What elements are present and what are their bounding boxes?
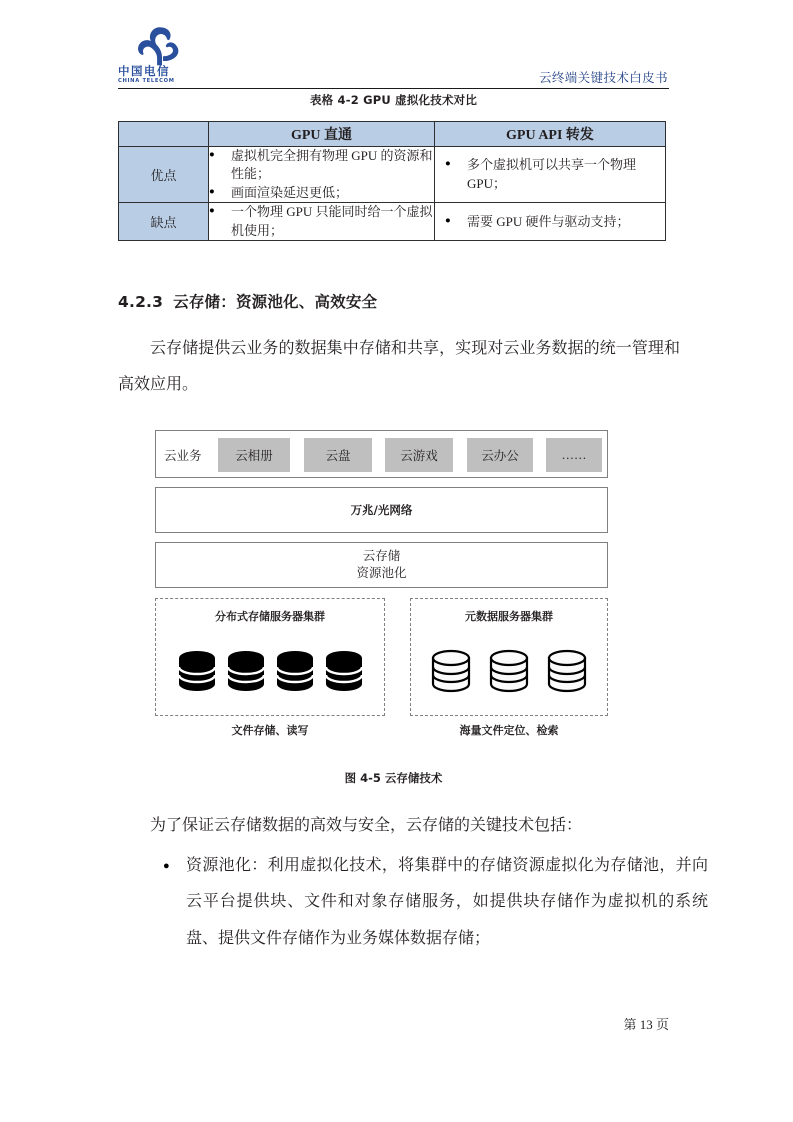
list-item: ● 一个物理 GPU 只能同时给一个虚拟机使用；: [209, 203, 434, 240]
storage-pool-label-line1: 云存储: [362, 548, 401, 563]
row-label-disadvantages: 缺点: [119, 203, 209, 241]
logo-brand-cn: 中国电信: [118, 64, 170, 78]
database-stack-icon: [226, 646, 266, 698]
section-title: 云存储：资源池化、高效安全: [173, 293, 378, 311]
network-layer-box: [155, 487, 608, 533]
metadata-server-cluster-box: [410, 598, 608, 716]
list-item: ● 虚拟机完全拥有物理 GPU 的资源和性能；: [209, 147, 434, 184]
key-technology-lead-paragraph: 为了保证云存储数据的高效与安全，云存储的关键技术包括：: [150, 817, 583, 834]
cloud-storage-architecture-diagram: [155, 430, 608, 745]
china-telecom-logo: [118, 24, 214, 88]
list-item: ● 多个虚拟机可以共享一个物理 GPU；: [445, 156, 657, 193]
metadata-server-disk-group: [411, 641, 607, 703]
table-header-gpu-passthrough: GPU 直通: [209, 122, 435, 147]
table-header-gpu-api-forwarding: GPU API 转发: [435, 122, 666, 147]
cloud-service-layer-label: 云业务: [164, 449, 202, 463]
document-header-title: 云终端关键技术白皮书: [538, 70, 668, 85]
table-row: [119, 147, 666, 203]
header-divider: [118, 88, 669, 89]
row-label-advantages: 优点: [119, 147, 209, 203]
gpu-virtualization-comparison-table: [118, 121, 666, 241]
service-chip-cloud-disk: 云盘: [304, 438, 372, 472]
distributed-storage-disk-group: [156, 641, 384, 703]
database-stack-icon: [275, 646, 315, 698]
database-stack-icon: [489, 646, 529, 698]
service-chip-ellipsis: ……: [546, 438, 602, 472]
telecom-brand-mark-icon: [132, 24, 188, 68]
list-item: ● 画面渲染延迟更低；: [209, 184, 434, 202]
service-chip-cloud-office: 云办公: [467, 438, 533, 472]
cell-advantages-api: [435, 147, 666, 203]
cloud-service-layer: [155, 430, 608, 478]
database-stack-icon: [547, 646, 587, 698]
cell-disadvantages-api: [435, 203, 666, 241]
distributed-storage-cluster-box: [155, 598, 385, 716]
metadata-server-cluster-caption: 海量文件定位、检索: [459, 724, 559, 737]
database-stack-icon: [177, 646, 217, 698]
section-intro-paragraph: 云存储提供云业务的数据集中存储和共享，实现对云业务数据的统一管理和高效应用。: [118, 340, 680, 394]
key-technology-bullet-resource-pooling: ● 资源池化：利用虚拟化技术，将集群中的存储资源虚拟化为存储池，并向云平台提供块、文件和对象存储服务，如提供块存储作为虚拟机的系统盘、提供文件存储作为业务媒体数据存储；: [160, 848, 708, 957]
figure-caption: 图 4-5 云存储技术: [344, 771, 443, 785]
service-chip-cloud-album: 云相册: [218, 438, 290, 472]
section-number: 4.2.3: [118, 293, 164, 311]
service-chip-cloud-gaming: 云游戏: [385, 438, 453, 472]
section-heading: [118, 290, 377, 312]
storage-pool-layer-box: [155, 542, 608, 588]
table-caption: 表格 4-2 GPU 虚拟化技术对比: [309, 93, 478, 107]
cell-advantages-passthrough: [209, 147, 435, 203]
cell-disadvantages-passthrough: [209, 203, 435, 241]
storage-pool-label-line2: 资源池化: [356, 566, 407, 580]
metadata-server-cluster-title: 元数据服务器集群: [465, 610, 553, 623]
distributed-storage-cluster-caption: 文件存储、读写: [231, 724, 309, 737]
page-number-footer: 第 13 页: [623, 1017, 669, 1032]
database-stack-icon: [431, 646, 471, 698]
table-header-blank: [119, 122, 209, 147]
distributed-storage-cluster-title: 分布式存储服务器集群: [215, 610, 325, 623]
network-layer-label: 万兆/光网络: [350, 503, 413, 517]
table-row: [119, 203, 666, 241]
logo-brand-en: CHINA TELECOM: [118, 78, 175, 84]
table-header-row: [119, 122, 666, 147]
list-item: ● 需要 GPU 硬件与驱动支持；: [445, 213, 657, 231]
database-stack-icon: [324, 646, 364, 698]
page-header: [118, 24, 668, 90]
